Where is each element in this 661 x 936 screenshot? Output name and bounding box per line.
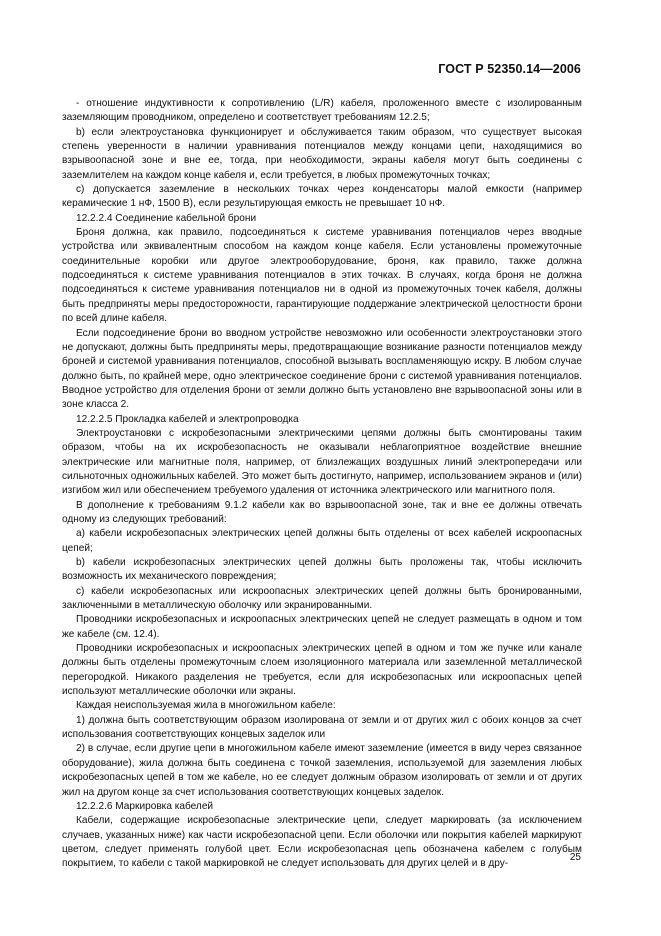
- page-number: 25: [569, 852, 581, 863]
- paragraph: - отношение индуктивности к сопротивлению (L/R) кабеля, проложенного вместе с изолированным заземляющим проводником, определено и соответствует требованиям 12.2.5;: [62, 98, 582, 124]
- paragraph: Проводники искробезопасных и искроопасных электрических цепей в одном и том же пучке или канале должны быть отделены промежуточным слоем изоляционного материала или заземленной металлической перегородкой. Никакого разделения не требуется, если для искробезопасных или искроопасных цепей используют металлические оболочки или экраны.: [62, 643, 582, 698]
- document-body: [62, 97, 582, 872]
- list-item: 2) в случае, если другие цепи в многожильном кабеле имеют заземление (имеется в виду через связанное оборудование), жила должна быть соединена с точкой заземления, используемой для заземления любых искробезопасных цепей в том же кабеле, но ее следует должным образом изолировать от земли и от других жил на другом конце за счет использования соответствующих концевых заделок.: [62, 743, 582, 798]
- section-heading: 12.2.2.5 Прокладка кабелей и электропроводка: [76, 413, 299, 425]
- paragraph: Кабели, содержащие искробезопасные электрические цепи, следует маркировать (за исключением случаев, указанных ниже) как части искробезопасной цепи. Если оболочки или покрытия кабелей маркируют цветом, следует применять голубой цвет. Если искробезопасная цепь обозначена кабелем с голубым покрытием, то кабели с такой маркировкой не следует использовать для других целей и в дру-: [62, 815, 582, 870]
- section-heading: 12.2.2.4 Соединение кабельной брони: [76, 212, 257, 224]
- list-item: b) кабели искробезопасных электрических цепей должны быть проложены так, чтобы исключить возможность их механического повреждения;: [62, 557, 582, 583]
- paragraph: Электроустановки с искробезопасными электрическими цепями должны быть смонтированы таким образом, чтобы на их искробезопасность не оказывали неблагоприятное воздействие внешние электрические или магнитные поля, например, от близлежащих воздушных линий электропередачи или сильноточных одножильных кабелей. Это может быть достигнуто, например, использованием экранов и (или) изгибом жил или обеспечением требуемого удаления от источника электрического или магнитного поля.: [62, 427, 582, 497]
- standard-header: ГОСТ Р 52350.14—2006: [438, 62, 581, 76]
- list-item: c) кабели искробезопасных или искроопасных электрических цепей должны быть бронированными, заключенными в металлическую оболочку или экранированными.: [62, 585, 582, 612]
- paragraph: Если подсоединение брони во вводном устройстве невозможно или особенности электроустановки этого не допускают, должны быть предприняты меры, предотвращающие возникание разности потенциалов между броней и системой уравнивания потенциалов, способной вызывать воспламеняющую искру. В любом случае должно быть, по крайней мере, одно электрическое соединение брони с системой уравнивания потенциалов. Вводное устройство для отделения брони от земли должно быть установлено вне взрывоопасной зоны или в зоне класса 2.: [62, 327, 582, 411]
- paragraph: b) если электроустановка функционирует и обслуживается таким образом, что существует высокая степень уверенности в наличии уравнивания потенциалов между концами цепи, находящимися во взрывоопасной зоне и вне ее, тогда, при необходимости, экраны кабеля могут быть соединены с заземлителем на каждом конце кабеля и, если требуется, в любых промежуточных точках;: [62, 126, 582, 181]
- paragraph: Каждая неиспользуемая жила в многожильном кабеле:: [76, 700, 336, 712]
- list-item: 1) должна быть соответствующим образом изолирована от земли и от других жил с обоих концов за счет использования соответствующих концевых заделок или: [62, 714, 582, 741]
- paragraph: Проводники искробезопасных и искроопасных электрических цепей не следует размещать в одном и том же кабеле (см. 12.4).: [62, 614, 582, 640]
- section-heading: 12.2.2.6 Маркировка кабелей: [76, 800, 214, 812]
- paragraph: c) допускается заземление в нескольких точках через конденсаторы малой емкости (например керамические 1 нФ, 1500 В), если результирующая емкость не превышает 10 нФ.: [62, 184, 582, 210]
- list-item: а) кабели искробезопасных электрических цепей должны быть отделены от всех кабелей искроопасных цепей;: [62, 528, 582, 554]
- paragraph: Броня должна, как правило, подсоединяться к системе уравнивания потенциалов через вводные устройства или эквивалентным способом на каждом конце кабеля. Если установлены промежуточные соединительные коробки или другое электрооборудование, броня, как правило, также должна подсоединяться к системе уравнивания потенциалов в этих точках. В случаях, когда броня не должна подсоединяться к системе уравнивания потенциалов ни в одной из промежуточных точек кабеля, должны быть предприняты меры предосторожности, гарантирующие поддержание электрической целостности брони по всей длине кабеля.: [62, 227, 582, 325]
- paragraph: В дополнение к требованиям 9.1.2 кабели как во взрывоопасной зоне, так и вне ее должны отвечать одному из следующих требований:: [62, 499, 582, 525]
